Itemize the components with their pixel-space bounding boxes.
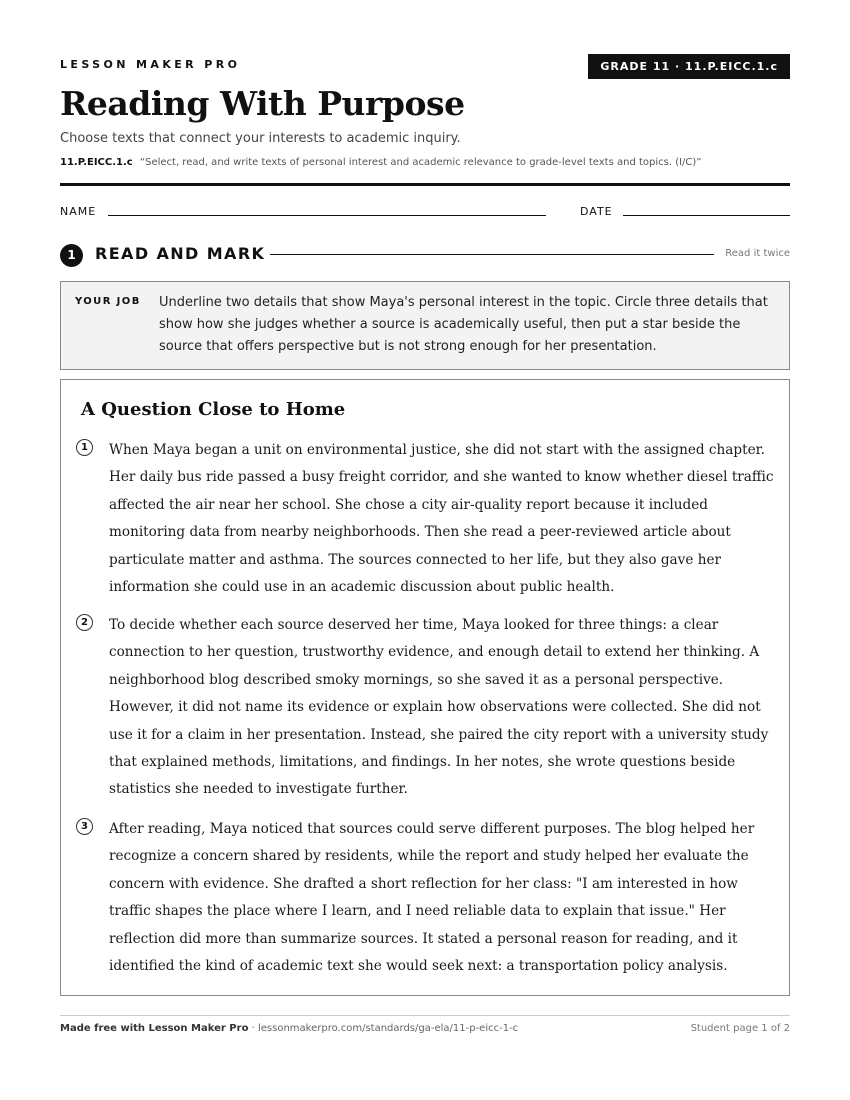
paragraph-text: When Maya began a unit on environmental justice, she did not start with the assigned chapter. Her daily bus ride passed a busy freight corridor, and she wanted to know whether diesel traffic affected the air near her school. She chose a city air-quality report because it included monitoring data from nearby neighborhoods. Then she read a peer-reviewed article about particulate matter and asthma. The sources connected to her life, but they also gave her information she could use in an academic discussion about public health. bbox=[109, 442, 774, 596]
section-rule bbox=[270, 254, 714, 255]
brand-name: LESSON MAKER PRO bbox=[60, 58, 241, 71]
grade-standard-badge: GRADE 11 · 11.P.EICC.1.c bbox=[588, 54, 790, 79]
paragraph-number-badge: 2 bbox=[76, 614, 93, 631]
passage-title: A Question Close to Home bbox=[81, 399, 346, 420]
footer-divider bbox=[60, 1015, 790, 1016]
name-field[interactable] bbox=[108, 215, 546, 216]
paragraph-text: After reading, Maya noticed that sources could serve different purposes. The blog helped her recognize a concern shared by residents, while the report and study helped her evaluate the concern with evidence. She drafted a short reflection for her class: "I am interested in how traffic shapes the place where I learn, and I need reliable data to explain that issue." Her reflection did more than summarize sources. It stated a personal reason for reading, and it identified the kind of academic text she would seek next: a transportation policy analysis. bbox=[109, 821, 755, 975]
page-subtitle: Choose texts that connect your interests to academic inquiry. bbox=[60, 131, 461, 146]
footer-page-number: Student page 1 of 2 bbox=[690, 1023, 790, 1034]
date-label: DATE bbox=[580, 205, 613, 218]
footer-separator: · bbox=[248, 1023, 258, 1034]
standard-code: 11.P.EICC.1.c bbox=[60, 157, 133, 168]
section-header bbox=[60, 243, 790, 267]
job-instructions-box bbox=[60, 281, 790, 370]
header-divider bbox=[60, 183, 790, 186]
worksheet-page bbox=[60, 0, 790, 1100]
section-note: Read it twice bbox=[725, 248, 790, 259]
footer-url[interactable]: lessonmakerpro.com/standards/ga-ela/11-p-eicc-1-c bbox=[257, 1023, 519, 1034]
standard-line bbox=[60, 157, 701, 168]
paragraph-number-badge: 1 bbox=[76, 439, 93, 456]
section-title: READ AND MARK bbox=[95, 244, 266, 263]
name-label: NAME bbox=[60, 205, 97, 218]
section-number: 1 bbox=[60, 244, 83, 267]
footer-credit: Made free with Lesson Maker Pro bbox=[60, 1023, 249, 1034]
standard-text: “Select, read, and write texts of personal interest and academic relevance to grade-level texts and topics. (I/C)” bbox=[139, 157, 702, 168]
job-text: Underline two details that show Maya's personal interest in the topic. Circle three details that show how she judges whether a source is academically useful, then put a star beside the source that offers perspective but is not strong enough for her presentation. bbox=[159, 295, 768, 354]
date-field[interactable] bbox=[623, 215, 790, 216]
job-label: YOUR JOB bbox=[75, 296, 141, 307]
reading-passage bbox=[60, 379, 790, 996]
footer-credit-line bbox=[60, 1023, 518, 1034]
paragraph-number-badge: 3 bbox=[76, 818, 93, 835]
page-title: Reading With Purpose bbox=[60, 84, 465, 123]
paragraph-text: To decide whether each source deserved her time, Maya looked for three things: a clear connection to her question, trustworthy evidence, and enough detail to extend her thinking. A neighborhood blog described smoky mornings, so she saved it as a personal perspective. However, it did not name its evidence or explain how observations were collected. She did not use it for a claim in her presentation. Instead, she paired the city report with a university study that explained methods, limitations, and findings. In her notes, she wrote questions beside statistics she needed to investigate further. bbox=[109, 617, 769, 798]
